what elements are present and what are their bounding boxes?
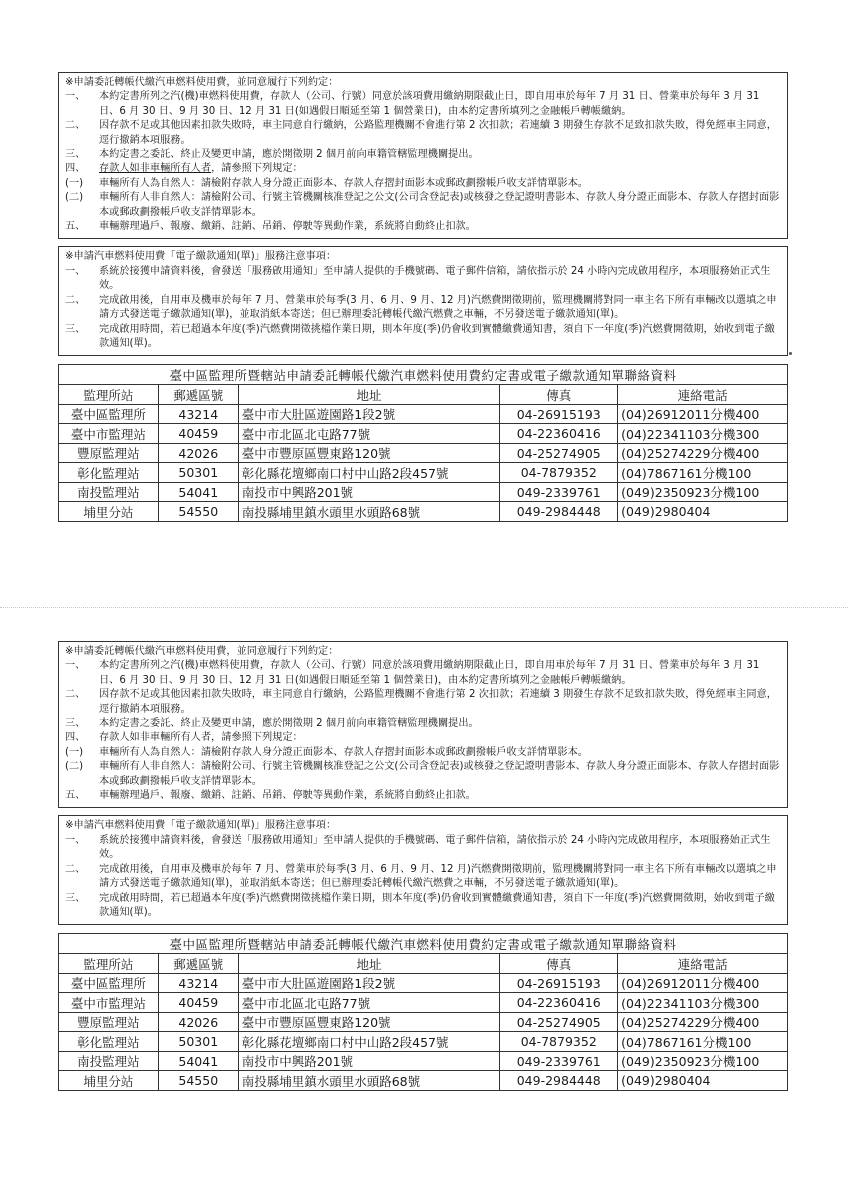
address-cell: 臺中市北區北屯路77號 [238, 424, 500, 444]
column-header: 地址 [238, 954, 500, 974]
phone-cell: (04)22341103分機300 [618, 993, 788, 1013]
fax-cell: 04-26915193 [500, 973, 618, 993]
item-text: 車輛所有人非自然人：請檢附公司、行號主管機關核准登記之公文(公司含登記表)或核發之登記證明書影本、存款人身分證正面影本、存款人存摺封面影本或郵政劃撥帳戶收支詳情單影本。 [99, 192, 780, 218]
column-header: 連絡電話 [618, 954, 788, 974]
item-text: 車輛辦理過戶、報廢、繳銷、註銷、吊銷、停駛等異動作業，系統將自動終止扣款。 [99, 221, 476, 233]
item-marker: 三、 [65, 718, 86, 730]
table-row [59, 1051, 788, 1071]
list-item [65, 294, 781, 323]
phone-cell: (049)2350923分機100 [618, 482, 788, 502]
item-text: 因存款不足或其他因素扣款失敗時，車主同意自行繳納，公路監理機關不會進行第 2 次扣款；若連續 3 期發生存款不足致扣款失敗，得免經車主同意，逕行撤銷本項服務。 [99, 689, 777, 715]
list-item [65, 731, 781, 745]
item-text: 車輛辦理過戶、報廢、繳銷、註銷、吊銷、停駛等異動作業，系統將自動終止扣款。 [99, 790, 476, 802]
item-marker: 四、 [65, 732, 86, 744]
table-row [59, 404, 788, 424]
table-row [59, 424, 788, 444]
item-marker: 一、 [65, 91, 86, 103]
column-header: 地址 [238, 385, 500, 405]
column-header: 郵遞區號 [158, 385, 238, 405]
station-cell: 南投監理站 [59, 1051, 159, 1071]
enotice-heading: ※申請汽車燃料使用費「電子繳款通知(單)」服務注意事項： [65, 251, 337, 263]
address-cell: 彰化縣花壇鄉南口村中山路2段457號 [238, 463, 500, 483]
address-cell: 南投市中興路201號 [238, 482, 500, 502]
station-cell: 豐原監理站 [59, 443, 159, 463]
item-text: 完成啟用後，自用車及機車於每年 7 月、營業車於每季(3 月、6 月、9 月、12 月)汽燃費開徵期前，監理機關將對同一車主名下所有車輛改以選填之申請方式發送電子繳款通知(單)，並取消紙本寄送；但已辦理委託轉帳代繳汽燃費之車輛，不另發送電子繳款通知(單)。 [99, 294, 777, 321]
item-marker: 五、 [65, 221, 86, 233]
station-cell: 埔里分站 [59, 1071, 159, 1091]
column-header: 監理所站 [59, 954, 159, 974]
address-cell: 臺中市大肚區遊園路1段2號 [238, 404, 500, 424]
list-item [65, 162, 781, 176]
item-text: 完成啟用後，自用車及機車於每年 7 月、營業車於每季(3 月、6 月、9 月、12 月)汽燃費開徵期前，監理機關將對同一車主名下所有車輛改以選填之申請方式發送電子繳款通知(單)，並取消紙本寄送；但已辦理委託轉帳代繳汽燃費之車輛，不另發送電子繳款通知(單)。 [99, 863, 777, 890]
zip-cell: 54041 [158, 482, 238, 502]
form-copy-bottom [58, 641, 788, 1091]
list-item [65, 148, 781, 162]
column-header: 連絡電話 [618, 385, 788, 405]
item-text: 車輛所有人非自然人：請檢附公司、行號主管機關核准登記之公文(公司含登記表)或核發之登記證明書影本、存款人身分證正面影本、存款人存摺封面影本或郵政劃撥帳戶收支詳情單影本。 [99, 761, 780, 787]
item-marker: 二、 [65, 689, 86, 701]
fax-cell: 04-7879352 [500, 463, 618, 483]
phone-cell: (04)26912011分機400 [618, 973, 788, 993]
agreement-items [65, 659, 781, 803]
phone-cell: (04)25274229分機400 [618, 443, 788, 463]
agreement-heading: ※申請委託轉帳代繳汽車燃料使用費，並同意履行下列約定： [65, 646, 339, 657]
address-cell: 彰化縣花壇鄉南口村中山路2段457號 [238, 1032, 500, 1052]
list-item [65, 789, 781, 803]
address-cell: 臺中市大肚區遊園路1段2號 [238, 973, 500, 993]
address-cell: 南投縣埔里鎮水頭里水頭路68號 [238, 1071, 500, 1091]
station-cell: 彰化監理站 [59, 463, 159, 483]
phone-cell: (04)25274229分機400 [618, 1012, 788, 1032]
agreement-box [58, 72, 788, 239]
item-marker: 二、 [65, 120, 86, 132]
table-row [59, 993, 788, 1013]
form-copy-top [58, 72, 788, 522]
zip-cell: 43214 [158, 973, 238, 993]
item-marker: 一、 [65, 834, 86, 846]
item-marker: 三、 [65, 149, 86, 161]
list-item [65, 220, 781, 234]
item-marker: 四、 [65, 163, 86, 175]
item-text: 完成啟用時間，若已超過本年度(季)汽燃費開徵挑檔作業日期，則本年度(季)仍會收到實體繳費通知書，須自下一年度(季)汽燃費開徵期，始收到電子繳款通知(單)。 [99, 323, 775, 349]
item-marker: (二) [65, 192, 84, 204]
item-text: 車輛所有人為自然人：請檢附存款人身分證正面影本、存款人存摺封面影本或郵政劃撥帳戶收支詳情單影本。 [99, 746, 588, 758]
list-item [65, 119, 781, 148]
item-marker: 二、 [65, 863, 86, 875]
contact-table-header [59, 954, 788, 974]
fax-cell: 049-2339761 [500, 1051, 618, 1071]
station-cell: 豐原監理站 [59, 1012, 159, 1032]
enotice-box [58, 246, 788, 356]
item-text: 存款人如非車輛所有人者，請參照下列規定： [99, 732, 303, 744]
contact-table-body [59, 404, 788, 521]
zip-cell: 40459 [158, 424, 238, 444]
contact-table-caption: 臺中區監理所暨轄站申請委託轉帳代繳汽車燃料使用費約定書或電子繳款通知單聯絡資料 [59, 934, 788, 954]
item-marker: 一、 [65, 660, 86, 672]
list-item [65, 191, 781, 220]
station-cell: 臺中市監理站 [59, 424, 159, 444]
fax-cell: 04-22360416 [500, 993, 618, 1013]
table-row [59, 482, 788, 502]
list-item [65, 323, 781, 352]
fax-cell: 04-25274905 [500, 443, 618, 463]
table-row [59, 1032, 788, 1052]
item-text: 本約定書之委託、終止及變更申請，應於開徵期 2 個月前向車籍管轄監理機關提出。 [99, 718, 479, 730]
table-row [59, 1071, 788, 1091]
phone-cell: (049)2980404 [618, 502, 788, 522]
item-text: 存款人如非車輛所有人者，請參照下列規定： [99, 163, 303, 175]
item-text: 完成啟用時間，若已超過本年度(季)汽燃費開徵挑檔作業日期，則本年度(季)仍會收到實體繳費通知書，須自下一年度(季)汽燃費開徵期，始收到電子繳款通知(單)。 [99, 892, 775, 918]
contact-table-body [59, 973, 788, 1090]
phone-cell: (04)7867161分機100 [618, 463, 788, 483]
list-item [65, 90, 781, 119]
item-marker: 一、 [65, 265, 86, 277]
table-row [59, 502, 788, 522]
column-header: 傳真 [500, 954, 618, 974]
item-marker: (一) [65, 177, 84, 189]
fax-cell: 04-7879352 [500, 1032, 618, 1052]
item-marker: 五、 [65, 790, 86, 802]
item-text: 系統於接獲申請資料後，會發送「服務啟用通知」至申請人提供的手機號碼、電子郵件信箱，請依指示於 24 小時內完成啟用程序，本項服務始正式生效。 [99, 834, 771, 861]
enotice-items [65, 834, 781, 920]
list-item [65, 892, 781, 921]
item-marker: (一) [65, 746, 84, 758]
fax-cell: 04-26915193 [500, 404, 618, 424]
zip-cell: 42026 [158, 1012, 238, 1032]
fax-cell: 04-22360416 [500, 424, 618, 444]
scan-dot [789, 352, 792, 355]
list-item [65, 760, 781, 789]
fax-cell: 049-2339761 [500, 482, 618, 502]
item-text: 本約定書所列之汽(機)車燃料使用費，存款人（公司、行號）同意於該項費用繳納期限截止日，即自用車於每年 7 月 31 日、營業車於每年 3 月 31 日、6 月 30 日、9 月 30 日、12 月 31 日(如遇假日順延至第 1 個營業日)，由本約定書所填列之金融帳戶轉帳繳納。 [99, 660, 760, 686]
table-row [59, 1012, 788, 1032]
table-row [59, 463, 788, 483]
enotice-box [58, 815, 788, 925]
agreement-heading: ※申請委託轉帳代繳汽車燃料使用費，並同意履行下列約定： [65, 77, 339, 88]
fax-cell: 04-25274905 [500, 1012, 618, 1032]
column-header: 監理所站 [59, 385, 159, 405]
table-row [59, 443, 788, 463]
phone-cell: (04)26912011分機400 [618, 404, 788, 424]
cut-line [0, 607, 848, 608]
zip-cell: 40459 [158, 993, 238, 1013]
item-text: 車輛所有人為自然人：請檢附存款人身分證正面影本、存款人存摺封面影本或郵政劃撥帳戶收支詳情單影本。 [99, 177, 588, 189]
item-text: 因存款不足或其他因素扣款失敗時，車主同意自行繳納，公路監理機關不會進行第 2 次扣款；若連續 3 期發生存款不足致扣款失敗，得免經車主同意，逕行撤銷本項服務。 [99, 120, 777, 146]
contact-table [58, 364, 788, 522]
address-cell: 臺中市豐原區豐東路120號 [238, 443, 500, 463]
phone-cell: (04)22341103分機300 [618, 424, 788, 444]
enotice-items [65, 265, 781, 351]
list-item [65, 746, 781, 760]
zip-cell: 43214 [158, 404, 238, 424]
list-item [65, 265, 781, 294]
fax-cell: 049-2984448 [500, 502, 618, 522]
contact-table-header [59, 385, 788, 405]
item-marker: 三、 [65, 323, 86, 335]
address-cell: 南投縣埔里鎮水頭里水頭路68號 [238, 502, 500, 522]
list-item [65, 688, 781, 717]
fax-cell: 049-2984448 [500, 1071, 618, 1091]
zip-cell: 42026 [158, 443, 238, 463]
item-marker: 三、 [65, 892, 86, 904]
address-cell: 臺中市北區北屯路77號 [238, 993, 500, 1013]
station-cell: 臺中區監理所 [59, 973, 159, 993]
station-cell: 彰化監理站 [59, 1032, 159, 1052]
phone-cell: (04)7867161分機100 [618, 1032, 788, 1052]
contact-table-caption: 臺中區監理所暨轄站申請委託轉帳代繳汽車燃料使用費約定書或電子繳款通知單聯絡資料 [59, 365, 788, 385]
item-text: 本約定書所列之汽(機)車燃料使用費，存款人（公司、行號）同意於該項費用繳納期限截止日，即自用車於每年 7 月 31 日、營業車於每年 3 月 31 日、6 月 30 日、9 月 30 日、12 月 31 日(如遇假日順延至第 1 個營業日)，由本約定書所填列之金融帳戶轉帳繳納。 [99, 91, 760, 117]
item-marker: (二) [65, 761, 84, 773]
station-cell: 臺中區監理所 [59, 404, 159, 424]
underlined-phrase: 存款人如非車輛所有人者 [99, 163, 212, 175]
list-item [65, 717, 781, 731]
item-text: 系統於接獲申請資料後，會發送「服務啟用通知」至申請人提供的手機號碼、電子郵件信箱，請依指示於 24 小時內完成啟用程序，本項服務始正式生效。 [99, 265, 771, 292]
item-text: 本約定書之委託、終止及變更申請，應於開徵期 2 個月前向車籍管轄監理機關提出。 [99, 149, 479, 161]
table-row [59, 973, 788, 993]
list-item [65, 177, 781, 191]
list-item [65, 863, 781, 892]
item-marker: 二、 [65, 294, 86, 306]
zip-cell: 54041 [158, 1051, 238, 1071]
contact-table [58, 933, 788, 1091]
station-cell: 南投監理站 [59, 482, 159, 502]
list-item [65, 834, 781, 863]
zip-cell: 54550 [158, 1071, 238, 1091]
agreement-box [58, 641, 788, 808]
phone-cell: (049)2350923分機100 [618, 1051, 788, 1071]
list-item [65, 659, 781, 688]
zip-cell: 50301 [158, 1032, 238, 1052]
zip-cell: 50301 [158, 463, 238, 483]
address-cell: 臺中市豐原區豐東路120號 [238, 1012, 500, 1032]
station-cell: 臺中市監理站 [59, 993, 159, 1013]
station-cell: 埔里分站 [59, 502, 159, 522]
address-cell: 南投市中興路201號 [238, 1051, 500, 1071]
column-header: 傳真 [500, 385, 618, 405]
zip-cell: 54550 [158, 502, 238, 522]
column-header: 郵遞區號 [158, 954, 238, 974]
enotice-heading: ※申請汽車燃料使用費「電子繳款通知(單)」服務注意事項： [65, 820, 337, 832]
agreement-items [65, 90, 781, 234]
phone-cell: (049)2980404 [618, 1071, 788, 1091]
